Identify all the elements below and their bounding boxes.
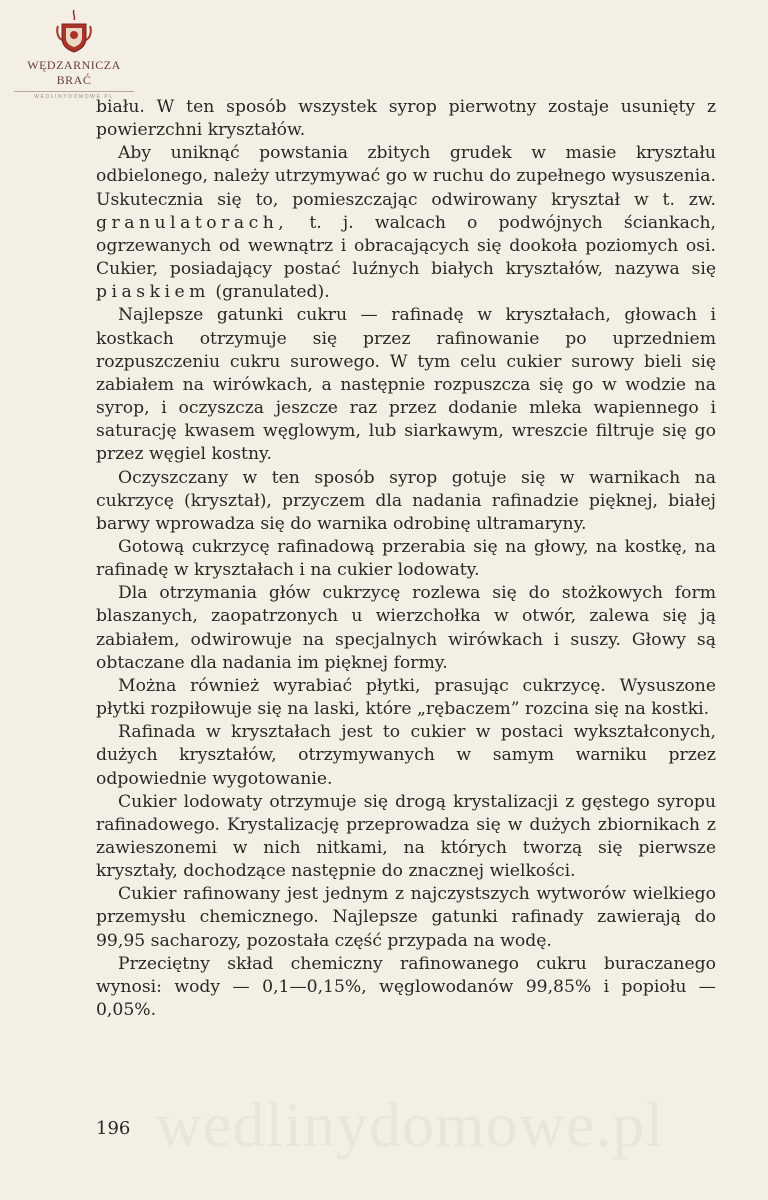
paragraph-5: Gotową cukrzycę rafinadową przerabia się na głowy, na kostkę, na rafinadę w kryształach i na cukier lodowaty. — [96, 536, 716, 581]
paragraph-7: Można również wyrabiać płytki, prasując cukrzycę. Wysuszone płytki rozpiłowuje się na laski, które „rębaczem” rozcina się na kostki. — [96, 675, 716, 720]
logo-subtitle: WEDLINYDOMOWE.PL — [34, 94, 114, 100]
paragraph-9: Cukier lodowaty otrzymuje się drogą krystalizacji z gęstego syropu rafinadowego. Krystalizację przeprowadza się w dużych zbiornikach z zawieszonemi w nich nitkami, na których tworzą się pierwsze kryształy, dochodzące następnie do znacznej wielkości. — [96, 791, 716, 882]
paragraph-3: Najlepsze gatunki cukru — rafinadę w kryształach, głowach i kostkach otrzymuje się przez rafinowanie po uprzedniem rozpuszczeniu cukru surowego. W tym celu cukier surowy bieli się zabiałem na wirówkach, a następnie rozpuszcza się go w wodzie na syrop, i oczyszcza jeszcze raz przez dodanie mleka wapiennego i saturację kwasem węglowym, lub siarkawym, wreszcie filtruje się go przez węgiel kostny. — [96, 305, 716, 465]
watermark: wedlinydomowe.pl — [155, 1089, 665, 1160]
paragraph-2-part-a: Aby uniknąć powstania zbitych grudek w masie kryształu odbielonego, należy utrzymywać go w ruchu do zupełnego wysuszenia. Uskutecznia się to, pomieszczając odwirowany kryształ w t. zw. — [96, 143, 716, 210]
paragraph-2-part-e: (granulated). — [215, 282, 330, 303]
page-number: 196 — [96, 1118, 131, 1139]
paragraph-4: Oczyszczany w ten sposób syrop gotuje się w warnikach na cukrzycę (kryształ), przyczem dla nadania rafinadzie pięknej, białej barwy wprowadza się do warnika odrobinę ultramaryny. — [96, 467, 716, 534]
paragraph-1: biału. W ten sposób wszystek syrop pierwotny zostaje usunięty z powierzchni kryształów. — [96, 97, 716, 141]
paragraph-2 — [96, 142, 716, 304]
page-body — [96, 96, 716, 1022]
site-logo[interactable] — [10, 8, 138, 100]
paragraph-2-part-c: t. j. walcach o podwójnych ściankach, ogrzewanych od wewnątrz i obracających się dookoła poziomych osi. Cukier, posiadający postać luźnych białych kryształów, nazywa się — [96, 212, 716, 280]
crest-icon — [54, 8, 94, 54]
paragraph-6: Dla otrzymania głów cukrzycę rozlewa się do stożkowych form blaszanych, zaopatrzonych u wierzchołka w otwór, zalewa się ją zabiałem, odwirowuje na specjalnych wirówkach i suszy. Głowy są obtaczane dla nadania im pięknej formy. — [96, 583, 716, 673]
paragraph-8: Rafinada w kryształach jest to cukier w postaci wykształconych, dużych kryształów, otrzymywanych w samym warniku przez odpowiednie wygotowanie. — [96, 722, 716, 789]
paragraph-10: Cukier rafinowany jest jednym z najczystszych wytworów wielkiego przemysłu chemicznego. Najlepsze gatunki rafinady zawierają do 99,95 sacharozy, pozostała część przypada na wodę. — [96, 884, 716, 951]
term-granulatorach: granulatorach, — [96, 212, 289, 233]
term-piaskiem: piaskiem — [96, 282, 210, 303]
logo-title: WĘDZARNICZA BRAĆ — [27, 58, 121, 87]
paragraph-11: Przeciętny skład chemiczny rafinowanego cukru buraczanego wynosi: wody — 0,1—0,15%, węglowodanów 99,85% i popiołu — 0,05%. — [96, 953, 716, 1021]
logo-divider — [14, 91, 134, 92]
